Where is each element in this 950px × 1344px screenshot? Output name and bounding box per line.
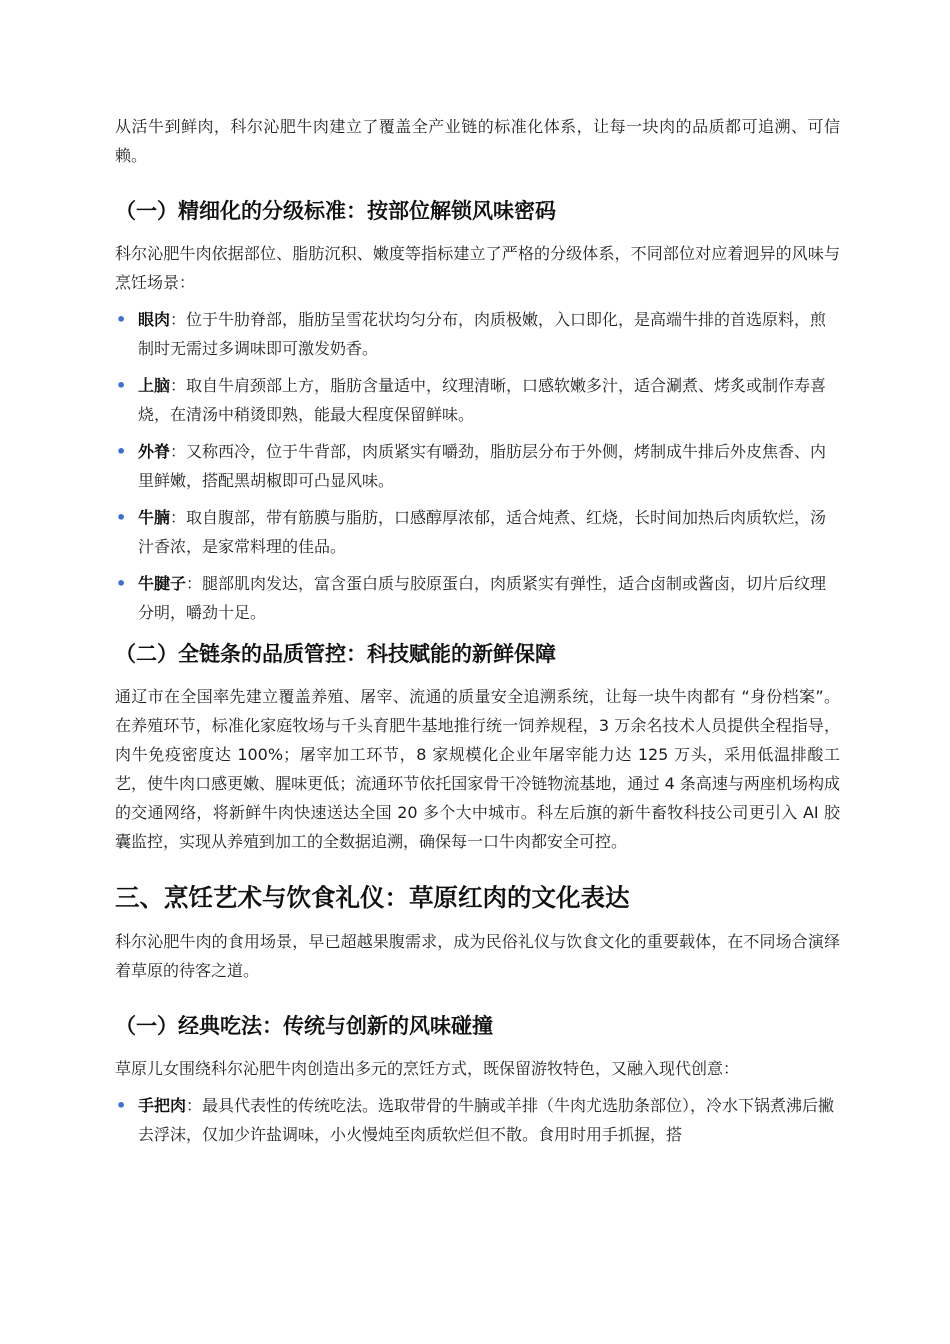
item-term: 眼肉 xyxy=(138,310,171,329)
list-item xyxy=(115,503,840,561)
section1-heading: （一）精细化的分级标准：按部位解锁风味密码 xyxy=(115,199,556,223)
bullet-icon: • xyxy=(116,1096,127,1115)
list-item xyxy=(115,437,840,495)
section1-intro: 科尔沁肥牛肉依据部位、脂肪沉积、嫩度等指标建立了严格的分级体系，不同部位对应着迥异的风味与烹饪场景： xyxy=(115,244,840,292)
item-term: 上脑 xyxy=(138,376,171,395)
item-desc: ：腿部肌肉发达，富含蛋白质与胶原蛋白，肉质紧实有弹性，适合卤制或酱卤，切片后纹理分明，嚼劲十足。 xyxy=(138,574,827,622)
item-term: 外脊 xyxy=(138,442,171,461)
section3-list xyxy=(115,1091,840,1149)
bullet-icon: • xyxy=(116,574,127,593)
item-desc: ：又称西冷，位于牛背部，肉质紧实有嚼劲，脂肪层分布于外侧，烤制成牛排后外皮焦香、内里鲜嫩，搭配黑胡椒即可凸显风味。 xyxy=(138,442,827,490)
item-desc: ：取自牛肩颈部上方，脂肪含量适中，纹理清晰，口感软嫩多汁，适合涮煮、烤炙或制作寿喜烧，在清汤中稍烫即熟，能最大程度保留鲜味。 xyxy=(138,376,827,424)
section2-heading: （二）全链条的品质管控：科技赋能的新鲜保障 xyxy=(115,642,556,666)
chapter3-intro: 科尔沁肥牛肉的食用场景，早已超越果腹需求，成为民俗礼仪与饮食文化的重要载体，在不同场合演绎着草原的待客之道。 xyxy=(115,932,840,980)
item-term: 手把肉 xyxy=(138,1096,187,1115)
intro-paragraph: 从活牛到鲜肉，科尔沁肥牛肉建立了覆盖全产业链的标准化体系，让每一块肉的品质都可追溯、可信赖。 xyxy=(115,117,840,165)
document-page xyxy=(115,112,840,1157)
list-item xyxy=(115,371,840,429)
item-desc: ：最具代表性的传统吃法。选取带骨的牛腩或羊排（牛肉尤选肋条部位），冷水下锅煮沸后撇去浮沫，仅加少许盐调味，小火慢炖至肉质软烂但不散。食用时用手抓握，搭 xyxy=(138,1096,835,1144)
section3-heading: （一）经典吃法：传统与创新的风味碰撞 xyxy=(115,1014,493,1038)
chapter3-heading: 三、烹饪艺术与饮食礼仪：草原红肉的文化表达 xyxy=(115,883,630,912)
item-desc: ：取自腹部，带有筋膜与脂肪，口感醇厚浓郁，适合炖煮、红烧，长时间加热后肉质软烂，汤汁香浓，是家常料理的佳品。 xyxy=(138,508,827,556)
section3-intro: 草原儿女围绕科尔沁肥牛肉创造出多元的烹饪方式，既保留游牧特色，又融入现代创意： xyxy=(115,1059,740,1078)
list-item xyxy=(115,1091,840,1149)
section2-paragraph: 通辽市在全国率先建立覆盖养殖、屠宰、流通的质量安全追溯系统，让每一块牛肉都有 “身份档案”。在养殖环节，标准化家庭牧场与千头育肥牛基地推行统一饲养规程，3 万余名技术人员提供全程指导，肉牛免疫密度达 100%；屠宰加工环节，8 家规模化企业年屠宰能力达 125 万头，采用低温排酸工艺，使牛肉口感更嫩、腥味更低；流通环节依托国家骨干冷链物流基地，通过 4 条高速与两座机场构成的交通网络，将新鲜牛肉快速送达全国 20 多个大中城市。科左后旗的新牛畜牧科技公司更引入 AI 胶囊监控，实现从养殖到加工的全数据追溯，确保每一口牛肉都安全可控。 xyxy=(115,687,840,851)
item-term: 牛腱子 xyxy=(138,574,187,593)
bullet-icon: • xyxy=(116,376,127,395)
item-term: 牛腩 xyxy=(138,508,171,527)
bullet-icon: • xyxy=(116,310,127,329)
bullet-icon: • xyxy=(116,442,127,461)
list-item xyxy=(115,569,840,627)
item-desc: ：位于牛肋脊部，脂肪呈雪花状均匀分布，肉质极嫩，入口即化，是高端牛排的首选原料，煎制时无需过多调味即可激发奶香。 xyxy=(138,310,827,358)
list-item xyxy=(115,305,840,363)
section1-list xyxy=(115,305,840,627)
bullet-icon: • xyxy=(116,508,127,527)
